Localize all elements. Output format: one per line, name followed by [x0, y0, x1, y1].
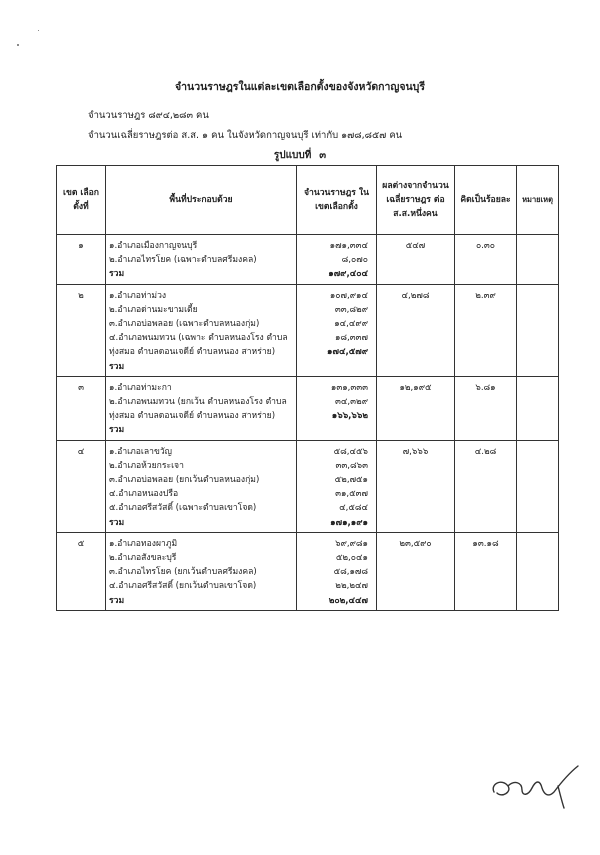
area-item: ๒.อำเภอห้วยกระเจา — [109, 460, 184, 471]
area-population: ๕๘,๑๗๘ — [333, 567, 368, 578]
area-item: ๒.อำเภอไทรโยค (เฉพาะตำบลศรีมงคล) — [109, 255, 257, 266]
district-number: ๕ — [57, 532, 106, 610]
population-cell — [297, 284, 377, 376]
area-population: ๕๘,๔๕๖ — [333, 446, 368, 457]
total-value: ๑๖๖,๖๖๒ — [331, 411, 368, 422]
format-number: ๓ — [319, 150, 327, 161]
area-item: ๓.อำเภอบ่อพลอย (เฉพาะตำบลหนองกุ่ม) — [109, 319, 260, 330]
total-label: รวม — [109, 361, 125, 372]
area-item: ๔.อำเภอศรีสวัสดิ์ (ยกเว้นตำบลเขาโจด) — [109, 581, 257, 592]
area-cell — [106, 284, 297, 376]
area-population: ๓๓,๘๒๙ — [334, 304, 368, 315]
header-note: หมายเหตุ — [517, 166, 559, 235]
format-subtitle — [0, 148, 600, 163]
header-area: พื้นที่ประกอบด้วย — [106, 166, 297, 235]
percent-cell: ๑๓.๑๘ — [455, 532, 517, 610]
total-label: รวม — [109, 595, 125, 606]
average-line: จำนวนเฉลี่ยราษฎรต่อ ส.ส. ๑ คน ในจังหวัดกาญจนบุรี เท่ากับ ๑๗๘,๘๕๗ คน — [88, 130, 403, 141]
area-population: ๑๓๑,๓๓๓ — [330, 382, 368, 393]
district-row — [57, 235, 559, 285]
area-item: ๒.อำเภอด่านมะขามเตี้ย — [109, 304, 198, 315]
area-population: ๑๘,๓๓๗ — [334, 333, 368, 344]
area-population: ๖๙,๙๘๑ — [335, 538, 368, 549]
area-population: ๑๐๗,๙๑๔ — [329, 290, 368, 301]
area-population: ๕๒,๐๔๑ — [335, 553, 368, 564]
difference-cell: ๑๒,๑๙๕ — [377, 376, 455, 440]
area-item: ๒.อำเภอพนมทวน (ยกเว้น ตำบลหนองโรง ตำบลทุ่งสมอ ตำบลดอนเจดีย์ ตำบลหนอง สาหร่าย) — [109, 397, 287, 422]
header-percent: คิดเป็นร้อยละ — [455, 166, 517, 235]
area-population: ๑๗๑,๓๓๔ — [329, 241, 368, 251]
header-difference: ผลต่างจากจำนวน เฉลี่ยราษฎร ต่อ ส.ส.หนึ่งคน — [377, 166, 455, 235]
note-cell — [517, 284, 559, 376]
difference-cell: ๒๓,๕๙๐ — [377, 532, 455, 610]
scan-speck — [17, 44, 19, 46]
percent-cell: ๐.๓๐ — [455, 235, 517, 285]
area-item: ๔.อำเภอพนมทวน (เฉพาะ ตำบลหนองโรง ตำบลทุ่งสมอ ตำบลดอนเจดีย์ ตำบลหนอง สาหร่าย) — [109, 333, 288, 358]
note-cell — [517, 235, 559, 285]
area-item: ๑.อำเภอทองผาภูมิ — [109, 538, 178, 549]
header-population: จำนวนราษฎร ในเขตเลือกตั้ง — [297, 166, 377, 235]
population-cell — [297, 235, 377, 285]
district-table — [56, 165, 559, 611]
area-population: ๓๓,๘๖๓ — [335, 460, 368, 471]
note-cell — [517, 376, 559, 440]
total-value: ๑๗๔,๕๗๙ — [327, 347, 368, 358]
total-label: รวม — [109, 517, 125, 528]
population-cell — [297, 376, 377, 440]
area-item: ๔.อำเภอหนองปรือ — [109, 489, 179, 500]
district-row — [57, 532, 559, 610]
area-population: ๑๔,๔๙๙ — [334, 319, 368, 330]
area-item: ๓.อำเภอไทรโยค (ยกเว้นตำบลศรีมงคล) — [109, 567, 257, 578]
population-line: จำนวนราษฎร ๘๙๔,๒๘๓ คน — [88, 110, 209, 121]
area-cell — [106, 235, 297, 285]
population-cell — [297, 440, 377, 532]
total-value: ๑๗๑,๑๙๑ — [330, 517, 368, 528]
area-item: ๕.อำเภอศรีสวัสดิ์ (เฉพาะตำบลเขาโจด) — [109, 503, 257, 514]
total-value: ๒๐๒,๔๔๗ — [328, 595, 368, 606]
district-number: ๓ — [57, 376, 106, 440]
total-value: ๑๗๙,๔๐๔ — [328, 269, 368, 280]
district-row — [57, 376, 559, 440]
header-district: เขต เลือกตั้งที่ — [57, 166, 106, 235]
district-row — [57, 440, 559, 532]
note-cell — [517, 532, 559, 610]
area-population: ๘,๐๗๐ — [341, 255, 368, 266]
total-label: รวม — [109, 425, 125, 436]
difference-cell: ๕๔๗ — [377, 235, 455, 285]
area-population: ๕๒,๗๕๑ — [334, 475, 368, 486]
area-item: ๓.อำเภอบ่อพลอย (ยกเว้นตำบลหนองกุ่ม) — [109, 475, 260, 486]
difference-cell: ๗,๖๖๖ — [377, 440, 455, 532]
area-item: ๒.อำเภอสังขละบุรี — [109, 553, 177, 564]
note-cell — [517, 440, 559, 532]
area-population: ๓๔,๓๒๙ — [335, 397, 368, 408]
district-number: ๔ — [57, 440, 106, 532]
area-item: ๑.อำเภอท่าม่วง — [109, 290, 167, 301]
population-cell — [297, 532, 377, 610]
percent-cell: ๖.๘๑ — [455, 376, 517, 440]
format-label: รูปแบบที่ — [273, 150, 312, 161]
area-population: ๔,๕๘๔ — [339, 503, 368, 514]
area-population: ๓๑,๕๓๗ — [335, 489, 368, 500]
area-cell — [106, 532, 297, 610]
area-cell — [106, 376, 297, 440]
total-label: รวม — [109, 269, 125, 280]
area-item: ๑.อำเภอท่ามะกา — [109, 382, 172, 393]
percent-cell: ๒.๓๙ — [455, 284, 517, 376]
area-population: ๒๒,๒๔๗ — [335, 581, 368, 592]
district-number: ๒ — [57, 284, 106, 376]
district-number: ๑ — [57, 235, 106, 285]
area-cell — [106, 440, 297, 532]
scan-speck — [38, 30, 39, 31]
area-item: ๑.อำเภอเมืองกาญจนบุรี — [109, 241, 198, 251]
difference-cell: ๔,๒๗๘ — [377, 284, 455, 376]
handwritten-signature — [488, 762, 588, 812]
table-header-row — [57, 166, 559, 235]
document-title: จำนวนราษฎรในแต่ละเขตเลือกตั้งของจังหวัดกาญจนบุรี — [175, 81, 425, 93]
area-item: ๑.อำเภอเลาขวัญ — [109, 446, 172, 457]
district-row — [57, 284, 559, 376]
percent-cell: ๔.๒๘ — [455, 440, 517, 532]
